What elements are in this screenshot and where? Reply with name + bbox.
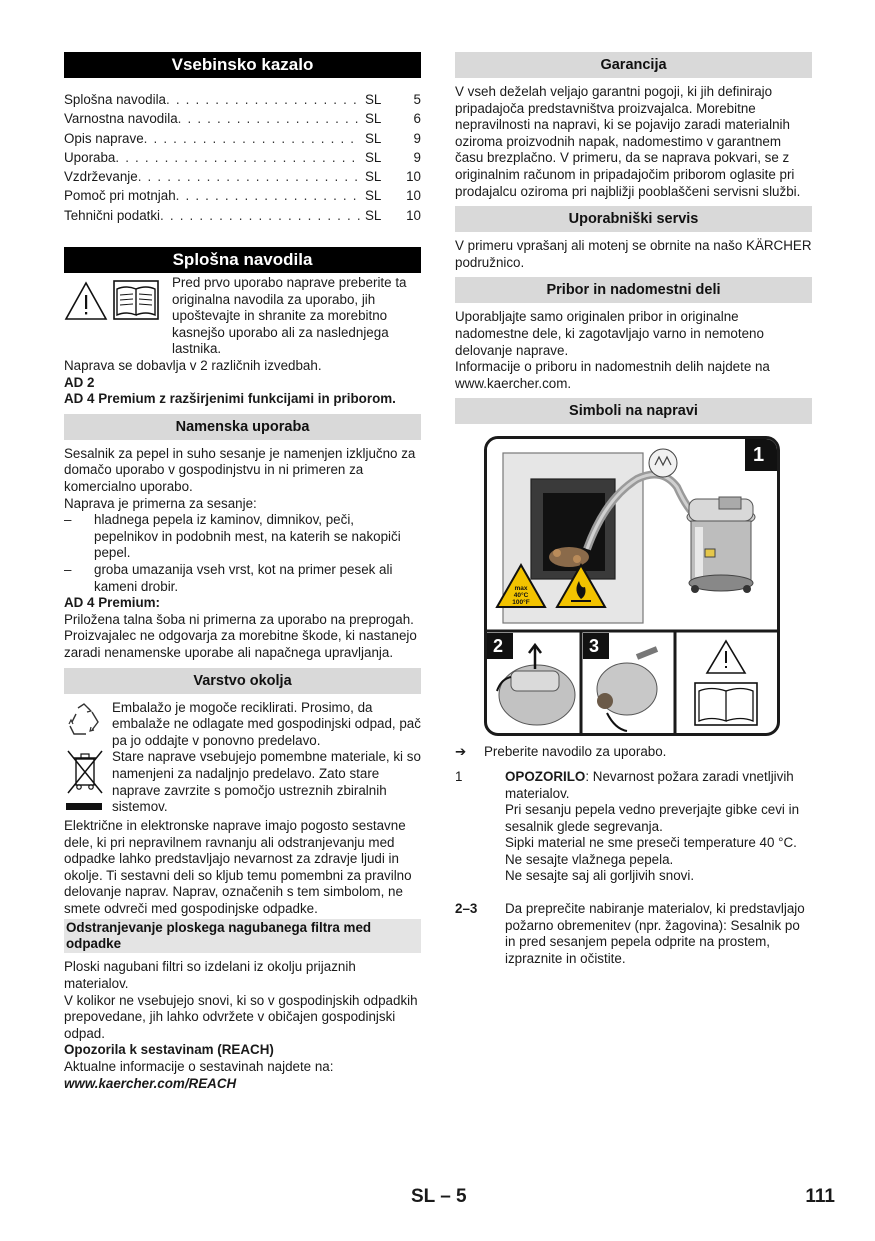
toc-leader	[178, 109, 361, 128]
list-dash: –	[64, 512, 72, 528]
list-item	[64, 562, 421, 595]
general-heading: Splošna navodila	[64, 247, 421, 273]
filter-p2: V kolikor ne vsebujejo snovi, ki so v gospodinjskih odpadkih prepovedane, jih lahko odvržete v običajen gospodinjski odpad.	[64, 992, 418, 1041]
temp-max: max	[514, 585, 528, 593]
toc-label: Opis naprave	[64, 130, 144, 146]
intro-icons	[64, 275, 172, 335]
vacuum-illustration	[687, 497, 755, 593]
intro-text: Pred prvo uporabo naprave preberite ta originalna navodila za uporabo, jih upoštevajte in shranite za morebitno kasnejšo uporabo ali za naslednjega lastnika.	[172, 275, 407, 357]
list-text: groba umazanija vseh vrst, kot na primer pesek ali kameni drobir.	[94, 561, 393, 594]
reach-text: Aktualne informacije o sestavinah najdete na:	[64, 1059, 334, 1075]
accessories-p2: Informacije o priboru in nadomestnih delih najdete na www.kaercher.com.	[455, 359, 770, 391]
toc-leader	[166, 90, 361, 109]
symbol-extra: Sipki material ne sme preseči temperature 40 °C.	[505, 835, 797, 851]
left-column	[64, 52, 421, 1092]
warranty-text: V vseh deželah veljajo garantni pogoji, ki jih definirajo pripadajoča predstavništva proizvajalca. Morebitne nepravilnosti na napravi, ki se pojavijo zaradi materialnih oziroma proizvodnih napak, nadomestimo v garantnem času brezplačno. V primeru, da se naprava pokvari, se z originalnim računom in pripadajočim priborom oglasite pri prodajalcu oziroma pri najbližji pooblaščeni servisni službi.	[455, 84, 801, 199]
crossed-bin-icon	[64, 749, 112, 818]
electronics-text: Električne in elektronske naprave imajo pogosto sestavne dele, ki pri nepravilnem ravnanju ali odstranjevanju med odpadke lahko predstavljajo nevarnost za zdravje ljudi in okolje. Ti sestavni deli so kljub temu pomembni za pravilno delovanje naprav. Naprav, označenih s tem simbolom, ne smete odvreči med gospodinjske odpadke.	[64, 817, 412, 916]
toc-label: Splošna navodila	[64, 92, 166, 107]
list-dash: –	[64, 561, 72, 577]
toc-page: 5	[413, 92, 421, 107]
filter-p1: Ploski nagubani filtri so izdelani iz okolju prijaznih materialov.	[64, 959, 356, 992]
temp-f: 100°F	[512, 599, 530, 607]
toc-row[interactable]	[64, 148, 421, 167]
read-manual-note	[455, 744, 812, 761]
toc-lang: SL	[365, 130, 382, 146]
read-manual-text: Preberite navodilo za uporabo.	[484, 744, 667, 760]
symbol-item-1	[455, 769, 812, 885]
reach-title: Opozorila k sestavinam (REACH)	[64, 1042, 274, 1058]
warning-read-manual-icons	[64, 275, 172, 335]
versions-text: Naprava se dobavlja v 2 različnih izvedbah.	[64, 358, 322, 374]
accessories-heading: Pribor in nadomestni deli	[455, 277, 812, 303]
toc-lang: SL	[365, 111, 382, 127]
toc-leader	[138, 167, 361, 186]
toc-lang: SL	[365, 207, 382, 223]
device-symbols-figure	[484, 436, 780, 736]
service-heading: Uporabniški servis	[455, 206, 812, 232]
toc-row[interactable]	[64, 109, 421, 128]
service-text: V primeru vprašanj ali motenj se obrnite na našo KÄRCHER podružnico.	[455, 238, 812, 270]
symbol-extra: Ne sesajte saj ali gorljivih snovi.	[505, 868, 695, 884]
footer-page-number: 111	[805, 1186, 835, 1207]
touch-icon	[649, 449, 677, 477]
intended-use-p1: Sesalnik za pepel in suho sesanje je namenjen izključno za domačo uporabo v gospodinjstvu in ni primeren za komercialno uporabo.	[64, 445, 416, 495]
toc-page: 6	[413, 111, 421, 127]
toc-label: Uporaba	[64, 149, 116, 165]
intro-block	[64, 275, 421, 358]
list-text: hladnega pepela iz kaminov, dimnikov, peči, pepelnikov in podobnih mest, na katerih se nakopiči pepel.	[94, 512, 401, 561]
model-ad4-premium: AD 4 Premium z razširjenimi funkcijami in priborom.	[64, 391, 396, 407]
weee-text: Stare naprave vsebujejo pomembne materiale, ki so namenjeni za nadaljnjo predelavo. Zato stare naprave zavrzite s pomočjo ustreznih zbiralnih sistemov.	[112, 749, 421, 815]
environment-heading: Varstvo okolja	[64, 668, 421, 694]
read-manual-icon	[114, 281, 158, 319]
toc-page: 9	[413, 130, 421, 146]
symbols-heading: Simboli na napravi	[455, 398, 812, 424]
accessories-p1: Uporabljajte samo originalen pribor in originalne nadomestne dele, ki zagotavljajo varno in nemoteno delovanje naprave.	[455, 309, 764, 358]
toc-row[interactable]	[64, 167, 421, 186]
weee-row	[64, 749, 421, 818]
fig-warning-read-icons	[695, 641, 757, 725]
toc-lang: SL	[365, 169, 382, 185]
recycle-icon	[64, 700, 112, 750]
toc-row[interactable]	[64, 186, 421, 205]
toc-row[interactable]	[64, 90, 421, 109]
toc-label: Varnostna navodila	[64, 111, 178, 127]
recycle-row	[64, 700, 421, 750]
fig-label-2: 2	[493, 636, 504, 657]
reach-link[interactable]: www.kaercher.com/REACH	[64, 1075, 237, 1091]
toc-label: Pomoč pri motnjah	[64, 188, 176, 204]
symbol-item-2-3	[455, 901, 812, 967]
warranty-heading: Garancija	[455, 52, 812, 78]
intended-use-heading: Namenska uporaba	[64, 414, 421, 440]
toc-label: Tehnični podatki	[64, 207, 161, 223]
temperature-label	[507, 585, 535, 606]
toc-leader	[160, 206, 361, 225]
symbol-text: Da preprečite nabiranje materialov, ki predstavljajo požarno obremenitev (npr. žagovina): Sesalnik po in pred sesanjem pepela odprite na prostem, izpraznite in očistite.	[505, 901, 805, 966]
symbol-key: 2–3	[455, 901, 478, 917]
filter-disposal-heading: Odstranjevanje ploskega nagubanega filtra med odpadke	[64, 919, 421, 953]
list-item	[64, 512, 421, 562]
table-of-contents	[64, 90, 421, 225]
toc-lang: SL	[365, 149, 382, 165]
toc-leader	[176, 186, 361, 205]
toc-heading: Vsebinsko kazalo	[64, 52, 421, 78]
symbol-text: : Nevarnost požara zaradi vnetljivih materialov.	[505, 768, 794, 801]
symbol-extra: Ne sesajte vlažnega pepela.	[505, 851, 674, 867]
symbols-list	[455, 769, 812, 968]
toc-leader	[144, 129, 361, 148]
premium-text: Priložena talna šoba ni primerna za uporabo na preprogah.	[64, 611, 414, 627]
toc-leader	[115, 148, 361, 167]
toc-page: 10	[406, 169, 421, 185]
model-ad2: AD 2	[64, 374, 95, 390]
liability-text: Proizvajalec ne odgovarja za morebitne škode, ki nastanejo zaradi nenamenske uporabe ali napačnega upravljanja.	[64, 628, 417, 660]
toc-page: 10	[406, 207, 421, 223]
arrow-icon: ➔	[455, 744, 467, 760]
warning-triangle-icon	[66, 283, 106, 319]
intended-use-p2: Naprava je primerna za sesanje:	[64, 495, 257, 511]
toc-lang: SL	[365, 188, 382, 204]
symbol-text-block	[505, 769, 812, 885]
premium-title: AD 4 Premium:	[64, 595, 160, 611]
recycle-text: Embalažo je mogoče reciklirati. Prosimo, da embalaže ne odlagate med gospodinjski odpad, pač pa jo oddajte v ponovno predelavo.	[112, 699, 421, 748]
right-column	[455, 52, 812, 967]
temp-c: 40°C	[513, 592, 529, 600]
toc-page: 10	[406, 188, 421, 204]
symbol-key: 1	[455, 768, 463, 784]
symbol-extra: Pri sesanju pepela vedno preverjajte gibke cevi in sesalnik glede segrevanja.	[505, 802, 800, 834]
toc-page: 9	[413, 149, 421, 165]
toc-lang: SL	[365, 92, 382, 107]
symbol-lead: OPOZORILO	[505, 768, 586, 784]
toc-row[interactable]	[64, 206, 421, 225]
toc-row[interactable]	[64, 129, 421, 148]
fig-label-1: 1	[753, 444, 765, 467]
fig-label-3: 3	[589, 636, 600, 657]
footer-section: SL – 5	[411, 1186, 467, 1207]
toc-label: Vzdrževanje	[64, 169, 138, 185]
